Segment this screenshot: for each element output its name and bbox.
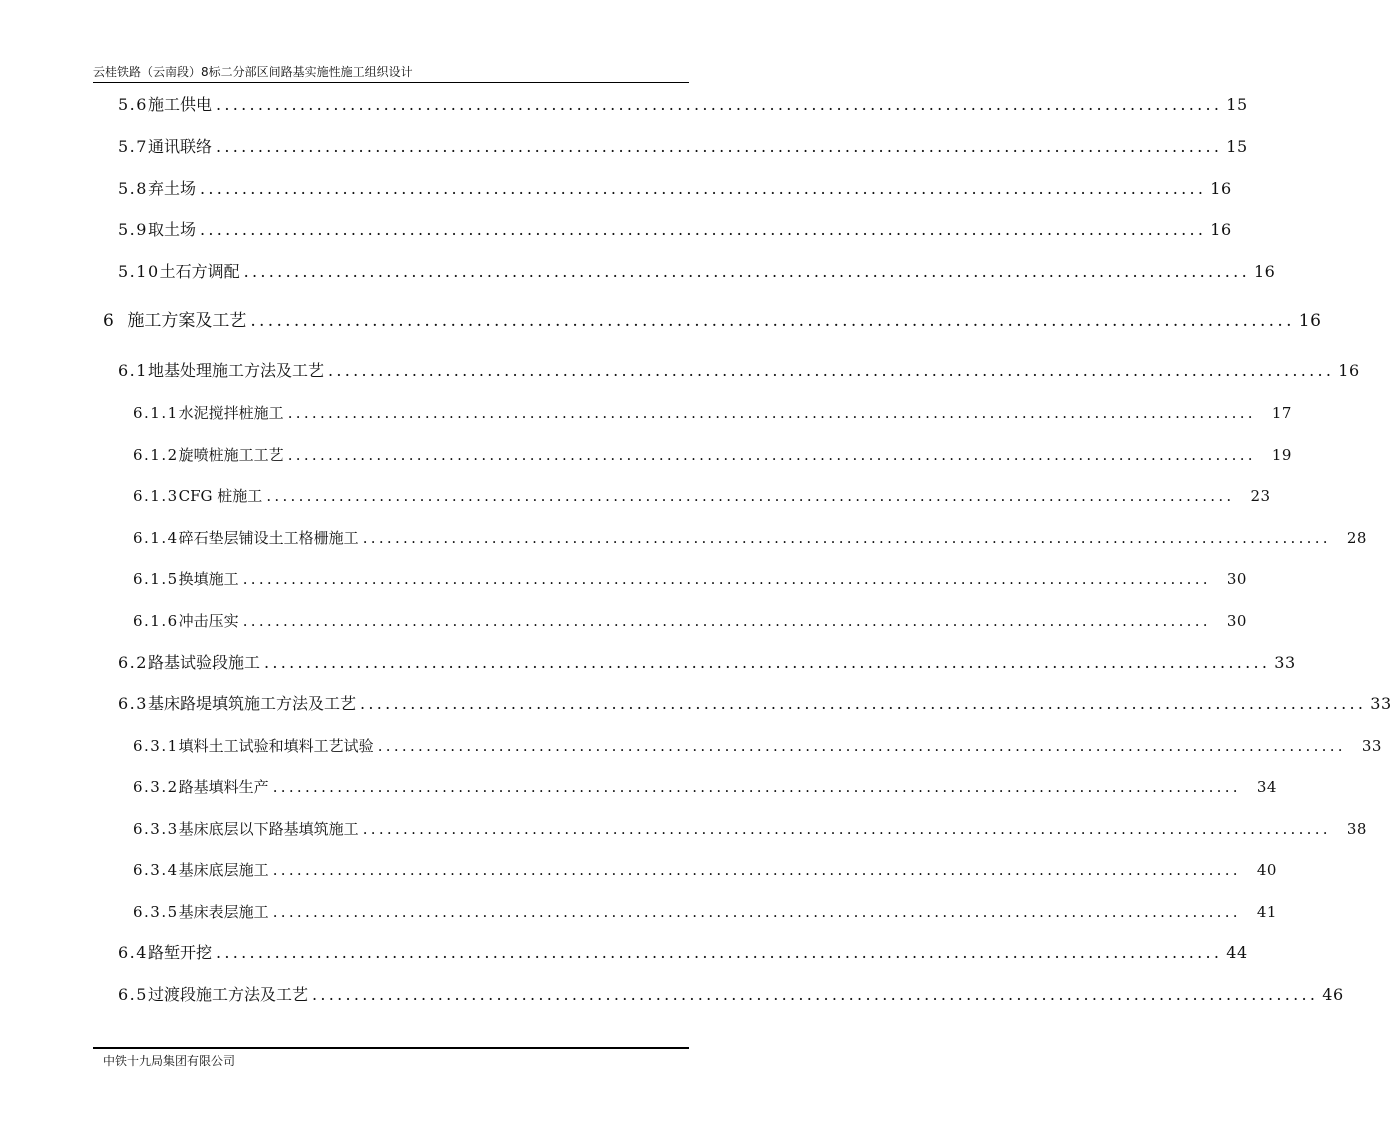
page-footer-company: 中铁十九局集团有限公司 — [103, 1054, 236, 1068]
toc-entry-number: 6.4 — [118, 943, 148, 962]
toc-entry-number: 6.3.3 — [133, 820, 179, 838]
toc-entry-number: 5.6 — [118, 95, 148, 114]
toc-entry-page-number: 17 — [1271, 404, 1292, 422]
toc-entry[interactable] — [133, 775, 1277, 799]
toc-entry-number: 6.3 — [118, 694, 148, 713]
toc-entry-title: 路堑开挖 — [147, 943, 212, 962]
toc-entry-number: 6.3.2 — [133, 778, 179, 796]
toc-entry-number: 5.9 — [118, 220, 148, 239]
toc-entry[interactable] — [133, 443, 1292, 467]
toc-entry-page-number: 41 — [1256, 903, 1277, 921]
toc-entry-title: 土石方调配 — [159, 262, 240, 281]
toc-dot-leader: ........................................................................................................................ — [215, 137, 1223, 156]
toc-entry[interactable] — [118, 692, 1392, 716]
toc-entry-title: 水泥搅拌桩施工 — [178, 404, 284, 422]
toc-entry-page-number: 40 — [1256, 861, 1277, 879]
toc-entry-page-number: 28 — [1346, 529, 1367, 547]
toc-entry-page-number: 34 — [1256, 778, 1277, 796]
toc-entry[interactable] — [133, 526, 1367, 550]
toc-dot-leader: ........................................................................................................................ — [362, 529, 1331, 547]
toc-entry-title: 基床路堤填筑施工方法及工艺 — [147, 694, 356, 713]
toc-entry-title: 取土场 — [147, 220, 196, 239]
toc-entry-number: 6.2 — [118, 653, 148, 672]
toc-dot-leader: ........................................................................................................................ — [243, 262, 1250, 281]
toc-entry-page-number: 16 — [1210, 220, 1232, 239]
toc-entry-number: 6.3.1 — [133, 737, 179, 755]
toc-dot-leader: ........................................................................................................................ — [266, 487, 1235, 505]
toc-dot-leader: ........................................................................................................................ — [272, 778, 1241, 796]
toc-entry[interactable] — [133, 900, 1277, 924]
toc-dot-leader: ........................................................................................................................ — [359, 694, 1367, 713]
toc-entry-title: 碎石垫层铺设土工格栅施工 — [178, 529, 359, 547]
toc-entry[interactable] — [133, 734, 1382, 758]
toc-dot-leader: ........................................................................................................................ — [199, 220, 1207, 239]
toc-entry[interactable] — [133, 609, 1247, 633]
toc-entry-title: 填料土工试验和填料工艺试验 — [178, 737, 374, 755]
toc-entry[interactable] — [103, 309, 1322, 333]
toc-entry-title: 旋喷桩施工工艺 — [178, 446, 284, 464]
toc-entry-page-number: 44 — [1226, 943, 1248, 962]
toc-entry-title: 施工方案及工艺 — [127, 311, 247, 331]
toc-entry-number: 6.1.6 — [133, 612, 179, 630]
toc-entry-title: 基床表层施工 — [178, 903, 269, 921]
toc-entry-page-number: 30 — [1226, 570, 1247, 588]
toc-entry-page-number: 16 — [1338, 361, 1360, 380]
toc-entry[interactable] — [118, 93, 1248, 117]
toc-dot-leader: ........................................................................................................................ — [250, 311, 1295, 331]
toc-entry[interactable] — [118, 359, 1360, 383]
toc-entry[interactable] — [118, 651, 1296, 675]
toc-entry-title: 通讯联络 — [147, 137, 212, 156]
toc-entry-page-number: 19 — [1271, 446, 1292, 464]
toc-entry-title: 路基填料生产 — [178, 778, 269, 796]
toc-entry-title: 过渡段施工方法及工艺 — [147, 985, 308, 1004]
toc-entry[interactable] — [118, 983, 1344, 1007]
toc-entry[interactable] — [118, 941, 1248, 965]
toc-entry-title: CFG 桩施工 — [178, 487, 263, 505]
toc-dot-leader: ........................................................................................................................ — [287, 404, 1256, 422]
toc-dot-leader: ........................................................................................................................ — [272, 903, 1241, 921]
toc-entry[interactable] — [133, 484, 1271, 508]
toc-dot-leader: ........................................................................................................................ — [242, 612, 1211, 630]
page-header-title: 云桂铁路（云南段）8标二分部区间路基实施性施工组织设计 — [93, 65, 413, 79]
toc-entry[interactable] — [133, 817, 1367, 841]
toc-entry[interactable] — [118, 260, 1276, 284]
toc-entry-page-number: 23 — [1250, 487, 1271, 505]
toc-entry-title: 地基处理施工方法及工艺 — [147, 361, 324, 380]
toc-dot-leader: ........................................................................................................................ — [199, 179, 1207, 198]
toc-entry-number: 5.7 — [118, 137, 148, 156]
toc-entry-number: 5.10 — [118, 262, 160, 281]
toc-entry-number: 5.8 — [118, 179, 148, 198]
toc-entry-title: 路基试验段施工 — [147, 653, 260, 672]
toc-dot-leader: ........................................................................................................................ — [327, 361, 1335, 380]
toc-entry-number: 6.1 — [118, 361, 148, 380]
toc-entry-number: 6.1.4 — [133, 529, 179, 547]
toc-entry-page-number: 15 — [1226, 137, 1248, 156]
toc-entry-title: 冲击压实 — [178, 612, 239, 630]
toc-entry-number: 6.1.3 — [133, 487, 179, 505]
toc-dot-leader: ........................................................................................................................ — [377, 737, 1346, 755]
toc-entry-page-number: 38 — [1346, 820, 1367, 838]
toc-entry[interactable] — [133, 567, 1247, 591]
toc-entry-number: 6.3.5 — [133, 903, 179, 921]
toc-entry-page-number: 33 — [1370, 694, 1392, 713]
toc-entry[interactable] — [118, 135, 1248, 159]
toc-dot-leader: ........................................................................................................................ — [311, 985, 1319, 1004]
toc-entry-page-number: 33 — [1274, 653, 1296, 672]
toc-entry-page-number: 30 — [1226, 612, 1247, 630]
toc-entry[interactable] — [133, 858, 1277, 882]
toc-entry-title: 弃土场 — [147, 179, 196, 198]
toc-entry-title: 基床底层施工 — [178, 861, 269, 879]
toc-entry-page-number: 46 — [1322, 985, 1344, 1004]
toc-dot-leader: ........................................................................................................................ — [263, 653, 1271, 672]
toc-entry[interactable] — [118, 177, 1232, 201]
toc-entry-title: 换填施工 — [178, 570, 239, 588]
toc-entry-number: 6.1.1 — [133, 404, 179, 422]
toc-dot-leader: ........................................................................................................................ — [272, 861, 1241, 879]
toc-entry-number: 6 — [103, 311, 116, 331]
toc-entry[interactable] — [118, 218, 1232, 242]
toc-dot-leader: ........................................................................................................................ — [362, 820, 1331, 838]
toc-entry-page-number: 16 — [1210, 179, 1232, 198]
toc-entry-page-number: 33 — [1361, 737, 1382, 755]
toc-entry-title: 基床底层以下路基填筑施工 — [178, 820, 359, 838]
toc-entry-page-number: 16 — [1298, 311, 1322, 331]
toc-dot-leader: ........................................................................................................................ — [242, 570, 1211, 588]
toc-entry-number: 6.1.2 — [133, 446, 179, 464]
toc-entry-number: 6.3.4 — [133, 861, 179, 879]
toc-entry-title: 施工供电 — [147, 95, 212, 114]
toc-entry-page-number: 15 — [1226, 95, 1248, 114]
toc-entry-number: 6.1.5 — [133, 570, 179, 588]
toc-entry[interactable] — [133, 401, 1292, 425]
toc-dot-leader: ........................................................................................................................ — [215, 943, 1223, 962]
footer-divider — [93, 1047, 689, 1049]
toc-entry-number: 6.5 — [118, 985, 148, 1004]
toc-dot-leader: ........................................................................................................................ — [287, 446, 1256, 464]
toc-entry-page-number: 16 — [1253, 262, 1276, 281]
toc-dot-leader: ........................................................................................................................ — [215, 95, 1223, 114]
